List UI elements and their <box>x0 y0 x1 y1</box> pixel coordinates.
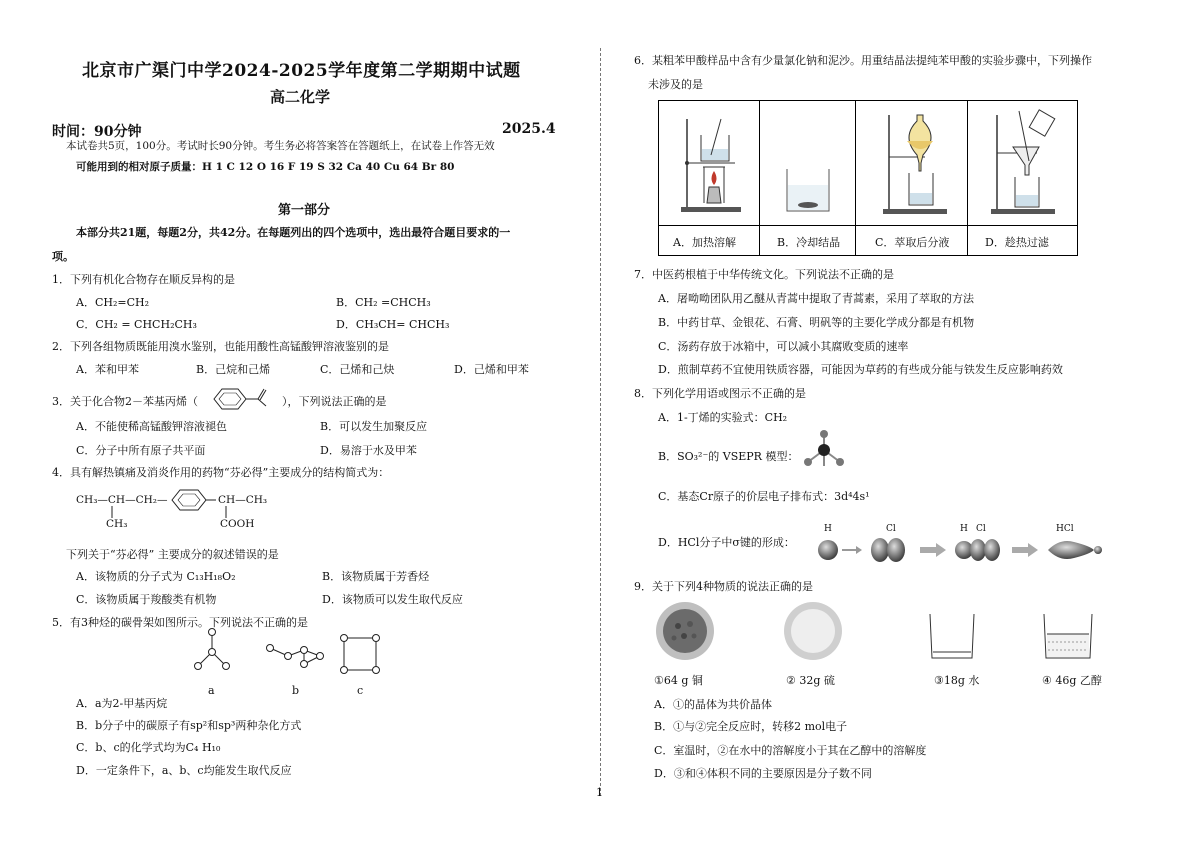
exam-time: 时间：90分钟 <box>52 124 142 140</box>
q8-option-c: C．基态Cr原子的价层电子排布式：3d⁴4s¹ <box>658 490 870 503</box>
q8-option-a: A．1-丁烯的实验式：CH₂ <box>658 411 788 424</box>
label-hcl: HCl <box>1056 524 1074 534</box>
q3-stem-start: 3．关于化合物2－苯基丙烯（ <box>52 395 198 408</box>
ibuprofen-ch3: CH₃ <box>106 518 128 530</box>
vsepr-model-figure <box>800 428 850 472</box>
q6-stem-2: 未涉及的是 <box>648 78 703 91</box>
q4-stem: 4．具有解热镇痛及消炎作用的药物“芬必得”主要成分的结构简式为： <box>52 466 390 479</box>
part1-heading: 第一部分 <box>278 203 331 218</box>
sulfur-sample-figure <box>782 600 844 662</box>
q3-stem-end: ），下列说法正确的是 <box>282 395 387 408</box>
q9-item-3: ③18g 水 <box>934 674 980 687</box>
skeleton-a-label: a <box>208 684 215 697</box>
q7-option-c: C．汤药存放于冰箱中，可以减小其腐败变质的速率 <box>658 340 909 353</box>
q1-stem: 1．下列有机化合物存在顺反异构的是 <box>52 273 235 286</box>
label-cl-overlap: Cl <box>976 524 986 534</box>
ibuprofen-right-chain: CH—CH₃ <box>218 494 268 506</box>
q1-option-c: C．CH₂ = CHCH₂CH₃ <box>76 318 197 331</box>
water-beaker-figure <box>928 612 976 664</box>
q4-option-b: B．该物质属于芳香烃 <box>322 570 430 583</box>
q7-stem: 7．中医药根植于中华传统文化。下列说法不正确的是 <box>634 268 894 281</box>
q9-item-1: ①64 g 铜 <box>654 674 703 687</box>
skeleton-a <box>192 628 232 678</box>
q4-option-c: C．该物质属于羧酸类有机物 <box>76 593 217 606</box>
q3-option-c: C．分子中所有原子共平面 <box>76 444 206 457</box>
separatory-funnel-figure <box>883 111 953 221</box>
q6-option-d: D．趁热过滤 <box>985 236 1049 249</box>
label-h-overlap: H <box>960 524 968 534</box>
q4-option-d: D．该物质可以发生取代反应 <box>322 593 463 606</box>
atomic-masses: 可能用到的相对原子质量：H 1 C 12 O 16 F 19 S 32 Ca 40 Cu 64 Br 80 <box>76 161 455 173</box>
filtration-apparatus-figure <box>989 107 1065 219</box>
q9-option-c: C．室温时，②在水中的溶解度小于其在乙醇中的溶解度 <box>654 744 927 757</box>
q8-stem: 8．下列化学用语或图示不正确的是 <box>634 387 806 400</box>
q9-option-d: D．③和④体积不同的主要原因是分子数不同 <box>654 767 872 780</box>
crystallization-beaker-figure <box>783 165 837 217</box>
exam-title: 北京市广渠门中学2024-2025学年度第二学期期中试题 <box>82 61 521 81</box>
q6-option-b: B．冷却结晶 <box>777 236 841 249</box>
q2-option-c: C．己烯和己炔 <box>320 363 395 376</box>
phenylpropene-structure <box>200 384 276 414</box>
q3-option-b: B．可以发生加聚反应 <box>320 420 428 433</box>
q6-option-c: C．萃取后分液 <box>875 236 950 249</box>
skeleton-c <box>338 632 384 678</box>
q7-option-b: B．中药甘草、金银花、石膏、明矾等的主要化学成分都是有机物 <box>658 316 975 329</box>
q7-option-d: D．煎制草药不宜使用铁质容器，可能因为草药的有些成分能与铁发生反应影响药效 <box>658 363 1063 376</box>
exam-subtitle: 高二化学 <box>270 88 331 106</box>
q5-option-c: C．b、c的化学式均为C₄ H₁₀ <box>76 741 221 754</box>
copper-sample-figure <box>654 600 716 662</box>
q6-option-a: A．加热溶解 <box>673 236 736 249</box>
q2-option-b: B．己烷和己烯 <box>196 363 271 376</box>
page-number: 1 <box>596 786 603 799</box>
q2-option-d: D．己烯和甲苯 <box>454 363 529 376</box>
q4-option-a: A．该物质的分子式为 C₁₃H₁₈O₂ <box>76 570 236 583</box>
heating-apparatus-figure <box>679 115 749 215</box>
q6-stem-1: 6．某粗苯甲酸样品中含有少量氯化钠和泥沙。用重结晶法提纯苯甲酸的实验步骤中，下列操作 <box>634 54 1092 67</box>
apparatus-table <box>658 100 1078 256</box>
skeleton-c-label: c <box>357 684 364 697</box>
q1-option-b: B．CH₂ =CHCH₃ <box>336 296 431 309</box>
exam-date: 2025.4 <box>502 121 556 137</box>
q3-option-a: A．不能使稀高锰酸钾溶液褪色 <box>76 420 227 433</box>
q5-option-d: D．一定条件下，a、b、c均能发生取代反应 <box>76 764 292 777</box>
q5-option-a: A．a为2-甲基丙烷 <box>76 697 168 710</box>
q8-option-b: B．SO₃²⁻的 VSEPR 模型： <box>658 450 799 463</box>
q8-option-d: D．HCl分子中σ键的形成： <box>658 536 795 549</box>
label-cl-atom: Cl <box>886 524 896 534</box>
q1-option-a: A．CH₂=CH₂ <box>76 296 149 309</box>
ethanol-beaker-figure <box>1042 612 1094 664</box>
q5-option-b: B．b分子中的碳原子有sp²和sp³两种杂化方式 <box>76 719 302 732</box>
part1-intro-1: 本部分共21题，每题2分，共42分。在每题列出的四个选项中，选出最符合题目要求的一 <box>76 226 511 239</box>
ibuprofen-left-chain: CH₃—CH—CH₂— <box>76 494 168 506</box>
ibuprofen-cooh: COOH <box>220 518 255 530</box>
q9-option-b: B．①与②完全反应时，转移2 mol电子 <box>654 720 848 733</box>
q9-item-4: ④ 46g 乙醇 <box>1042 674 1102 687</box>
q9-item-2: ② 32g 硫 <box>786 674 835 687</box>
part1-intro-2: 项。 <box>52 250 74 263</box>
q9-stem: 9．关于下列4种物质的说法正确的是 <box>634 580 813 593</box>
q3-option-d: D．易溶于水及甲苯 <box>320 444 417 457</box>
column-divider <box>600 48 601 796</box>
q1-option-d: D．CH₃CH= CHCH₃ <box>336 318 450 331</box>
sigma-bond-figure <box>816 536 1106 566</box>
q7-option-a: A．屠呦呦团队用乙醚从青蒿中提取了青蒿素，采用了萃取的方法 <box>658 292 974 305</box>
exam-instructions: 本试卷共5页，100分。考试时长90分钟。考生务必将答案答在答题纸上，在试卷上作答无效 <box>66 140 495 152</box>
q2-option-a: A．苯和甲苯 <box>76 363 139 376</box>
q4-sub-stem: 下列关于“芬必得” 主要成分的叙述错误的是 <box>66 548 279 561</box>
right-column <box>610 0 1200 846</box>
q5-stem: 5．有3种烃的碳骨架如图所示。下列说法不正确的是 <box>52 616 308 629</box>
q9-option-a: A．①的晶体为共价晶体 <box>654 698 772 711</box>
ibuprofen-benzene-ring <box>168 486 218 514</box>
skeleton-b <box>264 640 326 670</box>
q2-stem: 2．下列各组物质既能用溴水鉴别，也能用酸性高锰酸钾溶液鉴别的是 <box>52 340 389 353</box>
label-h-atom: H <box>824 524 832 534</box>
skeleton-b-label: b <box>292 684 300 697</box>
